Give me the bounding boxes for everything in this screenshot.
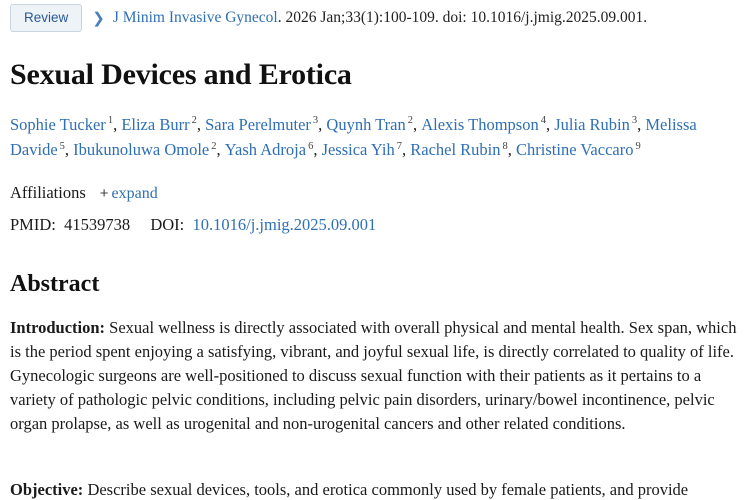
author-list: Sophie Tucker $^1$, Eliza Burr $^2$, Sara Perelmuter $^3$, Quynh Tran $^2$, Alexis Thompson $^4$, Julia Rubin $^3$, Melissa Davide $^5$, Ibukunoluwa Omole $^2$, Yash Adroja $^6$, Jessica Yih $^7$, Rachel Rubin $^8$, Christine Vaccaro $^9$ xyxy=(10,114,697,160)
author-name[interactable]: Rachel Rubin xyxy=(410,140,501,160)
author-name[interactable]: Eliza Burr xyxy=(121,114,190,134)
author-item[interactable] xyxy=(10,115,113,134)
author-name[interactable]: Sara Perelmuter xyxy=(205,114,311,134)
author-item[interactable] xyxy=(205,115,318,134)
author-name[interactable]: Julia Rubin xyxy=(554,114,630,134)
author-affiliation-marker[interactable]: 3 xyxy=(312,115,319,126)
author-affiliation-marker[interactable]: 2 xyxy=(407,115,413,126)
author-item[interactable] xyxy=(516,140,641,159)
affiliations-row xyxy=(10,183,740,203)
abstract-heading: Abstract xyxy=(10,270,100,297)
abstract-section-text: Describe sexual devices, tools, and erotica commonly used by female patients, and provide xyxy=(83,480,689,499)
chevron-right-icon[interactable]: ❯ xyxy=(92,9,105,27)
author-item[interactable] xyxy=(225,140,314,159)
plus-icon: + xyxy=(99,184,109,202)
affiliations-label: Affiliations xyxy=(10,182,86,202)
author-affiliation-marker[interactable]: 3 xyxy=(631,115,638,126)
author-affiliation-marker[interactable]: 2 xyxy=(211,140,217,152)
citation-details: . 2026 Jan;33(1):100-109. doi: 10.1016/j.jmig.2025.09.001. xyxy=(277,8,648,26)
doi-label: DOI: xyxy=(150,214,185,234)
journal-link[interactable]: J Minim Invasive Gynecol xyxy=(112,8,278,26)
author-name[interactable]: Jessica Yih xyxy=(321,140,395,160)
author-item[interactable] xyxy=(121,115,197,134)
author-item[interactable] xyxy=(554,115,637,134)
author-name[interactable]: Sophie Tucker xyxy=(10,114,106,134)
doi-link[interactable]: 10.1016/j.jmig.2025.09.001 xyxy=(192,214,377,234)
author-affiliation-marker[interactable]: 9 xyxy=(635,140,641,152)
author-item[interactable] xyxy=(326,115,413,134)
author-affiliation-marker[interactable]: 5 xyxy=(59,140,65,152)
author-name[interactable]: Yash Adroja xyxy=(224,140,307,160)
abstract-paragraph-objective xyxy=(10,478,740,500)
pmid-label: PMID: xyxy=(10,214,56,234)
abstract-section-label: Introduction: xyxy=(10,317,106,337)
author-name[interactable]: Christine Vaccaro xyxy=(516,140,634,160)
author-affiliation-marker[interactable]: 1 xyxy=(107,115,114,126)
abstract-section-label: Objective: xyxy=(10,480,84,499)
abstract-section-text: Sexual wellness is directly associated with overall physical and mental health. Sex span, which is the period spent enjoying a satisfying, vibrant, and joyful sexual life, is directly correlated to quality of life. Gynecologic surgeons are well-positioned to discuss sexual function with their patients as it pertains to a variety of pathologic pelvic conditions, including pelvic pain disorders, urinary/bowel incontinence, pelvic organ prolapse, as well as urogenital and non-urogenital cancers and other related conditions. xyxy=(10,317,737,433)
author-affiliation-marker[interactable]: 6 xyxy=(308,140,314,152)
author-affiliation-marker[interactable]: 4 xyxy=(540,115,546,126)
author-item[interactable] xyxy=(410,140,508,159)
author-name[interactable]: Melissa Davide xyxy=(10,114,697,160)
abstract-paragraph-objective-clipped xyxy=(10,478,740,500)
expand-affiliations-button[interactable] xyxy=(100,185,158,203)
identifiers-row xyxy=(10,215,740,235)
author-name[interactable]: Quynh Tran xyxy=(326,114,406,134)
citation-text xyxy=(113,9,647,27)
author-item[interactable] xyxy=(322,140,402,159)
author-affiliation-marker[interactable]: 2 xyxy=(191,115,197,126)
author-item[interactable] xyxy=(73,140,216,159)
author-affiliation-marker[interactable]: 8 xyxy=(502,140,508,152)
author-affiliation-marker[interactable]: 7 xyxy=(396,140,402,152)
publication-type-badge[interactable]: Review xyxy=(10,4,82,32)
author-item[interactable] xyxy=(421,115,546,134)
citation-row xyxy=(10,0,740,32)
pmid-value: 41539738 xyxy=(64,214,131,234)
author-name[interactable]: Ibukunoluwa Omole xyxy=(73,140,210,160)
abstract-paragraph-introduction xyxy=(10,316,740,436)
page-title: Sexual Devices and Erotica xyxy=(10,57,352,91)
expand-label[interactable]: expand xyxy=(111,184,158,202)
author-name[interactable]: Alexis Thompson xyxy=(421,114,539,134)
